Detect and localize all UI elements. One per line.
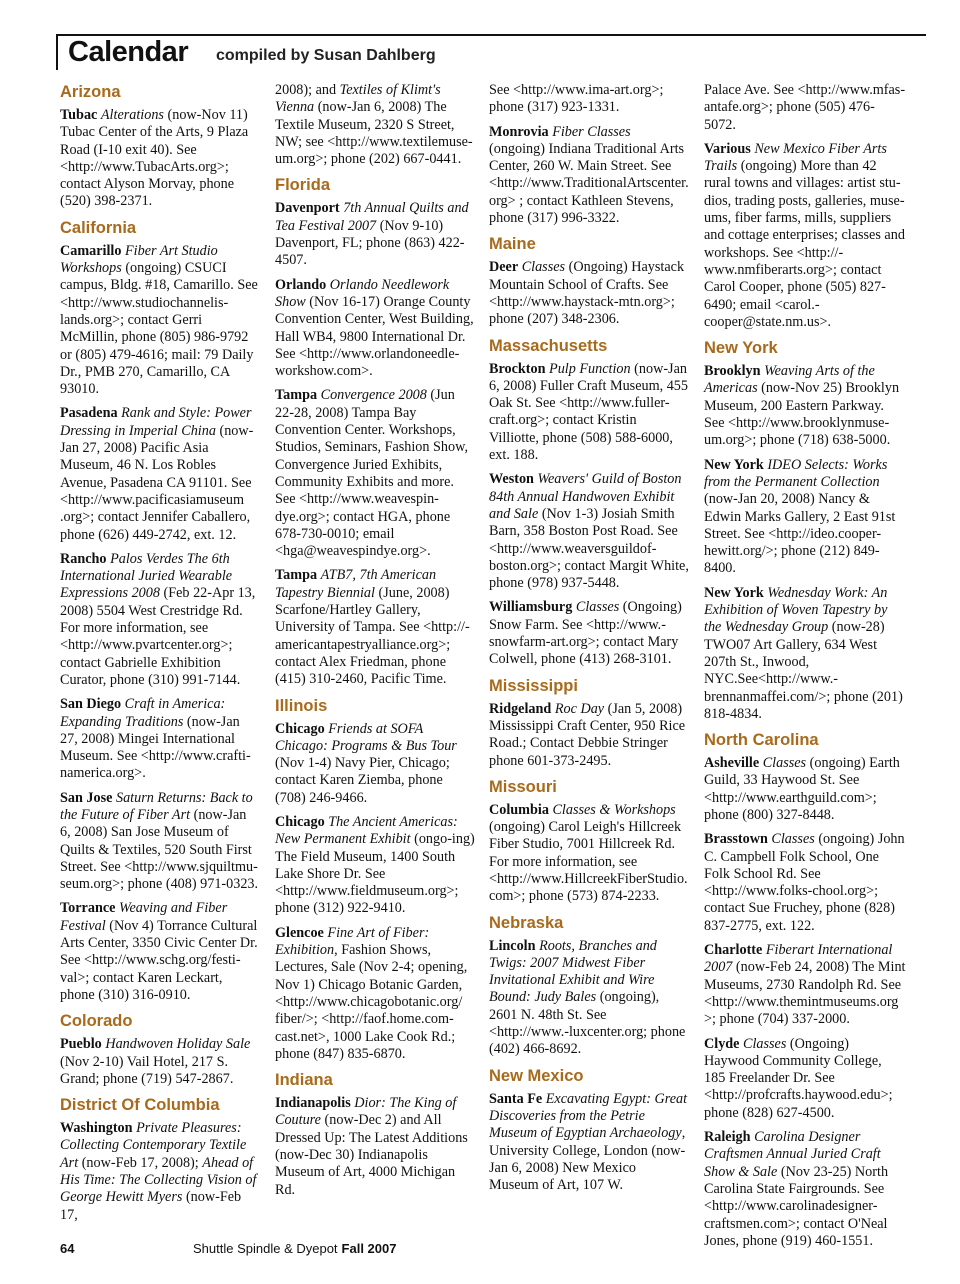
- entry-details: (ongoing) Earth Guild, 33 Haywood St. See <http://www.earthguild.com>; phone (800) 327-8448.: [704, 755, 900, 823]
- entry-event: IDEO Selects: Works from the Permanent Collection: [704, 456, 888, 490]
- entry-city: Rancho: [60, 550, 107, 567]
- page-number: 64: [60, 1241, 75, 1256]
- calendar-entry: [704, 585, 906, 723]
- calendar-entry: [60, 243, 260, 399]
- entry-event: Friends at SOFA Chicago: Programs & Bus Tour: [275, 720, 457, 754]
- issue-label: Fall 2007: [341, 1241, 397, 1256]
- entry-details: (ongoing) CSUCI campus, Bldg. #18, Camarillo. See <http://www.studiochannelis-lands.org>; contact Gerri McMillin, phone (805) 986-9792 or (805) 479-4616; mail: 79 Daily Dr., PMB 270, Camarillo, CA 93010.: [60, 260, 258, 398]
- entry-event: Weaving Arts of the Americas: [704, 363, 875, 397]
- calendar-entry: [489, 471, 689, 592]
- calendar-column-4: [704, 82, 906, 1257]
- entry-details: (now-Jan 27, 2008) Pacific Asia Museum, 46 N. Los Robles Avenue, Pasadena CA 91101. See <http://www.pacificasiamuseum .org>; contact Jennifer Caballero, phone (626) 449-2742, ext. 12.: [60, 422, 254, 543]
- calendar-entry: [704, 1129, 906, 1250]
- entry-details: (now-Dec 2) and All Dressed Up: The Latest Additions (now-Dec 30) Indianapolis Museum of Art, 4000 Michigan Rd.: [275, 1112, 468, 1198]
- entry-event: Weaving and Fiber Festival: [60, 900, 228, 934]
- calendar-entry: [60, 790, 260, 894]
- calendar-entry: [60, 1120, 260, 1224]
- entry-city: Camarillo: [60, 242, 122, 259]
- entry-details: (ongoing) More than 42 rural towns and villages: artist stu-dios, trading posts, galleries, muse-ums, fiber farms, mills, suppliers and cottage enterprises; classes and workshops. See <http://-www.nmfiberarts.org>; contact Carol Cooper, phone (505) 827-6490; email <carol.-cooper@state.nm.us>.: [704, 158, 905, 330]
- state-heading: Indiana: [275, 1071, 333, 1090]
- entry-event: Classes: [743, 1035, 787, 1052]
- entry-details: (Nov 4) Torrance Cultural Arts Center, 3350 Civic Center Dr. See <http://www.schg.org/festi-val>; contact Karen Leckart, phone (310) 316-0910.: [60, 917, 258, 1003]
- calendar-entry: [275, 925, 475, 1063]
- entry-city: Washington: [60, 1120, 133, 1137]
- entry-event: Dior: The King of Couture: [275, 1095, 457, 1129]
- calendar-entry: [704, 831, 906, 935]
- entry-event: Ahead of His Time: The Collecting Vision of George Hewitt Myers: [60, 1154, 257, 1206]
- entry-event: Handwoven Holiday Sale: [105, 1036, 251, 1053]
- entry-details: (Nov 16-17) Orange County Convention Center, West Building, Hall WB4, 9800 International Dr. See <http://www.orlandoneedle-workshow.com>.: [275, 293, 474, 380]
- state-heading: California: [60, 218, 137, 237]
- entry-details: (Jan 5, 2008) Mississippi Craft Center, 950 Rice Road.; Contact Debbie Stringer phone 601-373-2495.: [489, 700, 686, 769]
- entry-city: Chicago: [275, 813, 325, 830]
- calendar-column-1: [60, 82, 260, 1231]
- calendar-entry: [704, 942, 906, 1028]
- entry-details: (ongoing) John C. Campbell Folk School, One Folk School Rd. See <http://www.folks-chool.org>; contact Sue Fruchey, phone (828) 837-2775, ext. 122.: [704, 831, 905, 934]
- calendar-header: [56, 34, 926, 70]
- entry-details: , University College, London (now-Jan 6, 2008) New Mexico Museum of Art, 107 W.: [489, 1125, 686, 1194]
- entry-event: Private Pleasures: Collecting Contemporary Textile Art: [60, 1120, 247, 1171]
- entry-city: Brockton: [489, 360, 546, 377]
- entry-event: Classes: [575, 599, 620, 616]
- entry-city: Asheville: [704, 755, 760, 772]
- entry-details: (Nov 1-4) Navy Pier, Chicago; contact Karen Ziemba, phone (708) 246-9466.: [275, 755, 450, 806]
- entry-details: (now-Jan 27, 2008) Mingei International Museum. See <http://www.crafti-namerica.org>.: [60, 713, 251, 782]
- entry-event: Classes & Workshops: [552, 801, 676, 818]
- state-heading: New York: [704, 339, 778, 358]
- entry-event: Fiber Art Studio Workshops: [60, 242, 218, 277]
- entry-city: Glencoe: [275, 924, 324, 941]
- entry-city: San Jose: [60, 789, 113, 806]
- entry-city: Raleigh: [704, 1129, 751, 1146]
- entry-city: Brasstown: [704, 831, 768, 848]
- entry-details: (ongoing) Indiana Traditional Arts Center, 260 W. Main Street. See <http://www.TraditionalArtscenter. org> ; contact Kathleen Stevens, phone (317) 996-3322.: [489, 140, 689, 227]
- calendar-entry: [60, 900, 260, 1004]
- entry-city: Brooklyn: [704, 363, 761, 380]
- magazine-name: Shuttle Spindle & Dyepot: [193, 1241, 338, 1256]
- entry-event: Pulp Function: [549, 360, 631, 377]
- calendar-column-3: [489, 82, 689, 1201]
- calendar-entry: [489, 701, 689, 770]
- entry-event: New Mexico Fiber Arts Trails: [704, 140, 887, 175]
- entry-event: Classes: [521, 259, 566, 276]
- state-heading: Maine: [489, 235, 536, 254]
- entry-details: (now-Jan 6, 2008) Fuller Craft Museum, 455 Oak St. See <http://www.fuller-craft.org>; contact Kristin Villiotte, phone (508) 588-6000, ext. 188.: [489, 360, 688, 464]
- entry-event: Carolina Designer Craftsmen Annual Juried Craft Show & Sale: [704, 1129, 881, 1180]
- calendar-entry: [60, 696, 260, 782]
- state-heading: Florida: [275, 176, 331, 195]
- calendar-entry: [275, 82, 475, 168]
- entry-details: (Ongoing) Haywood Community College, 185 Freelander Dr. See <http://profcrafts.haywood.edu>; phone (828) 627-4500.: [704, 1035, 893, 1121]
- calendar-entry: [704, 141, 906, 331]
- calendar-entry: [489, 599, 689, 668]
- entry-city: Weston: [489, 471, 534, 488]
- entry-details: (now-28) TWO07 Art Gallery, 634 West 207th St., Inwood, NYC.See<http://www.-brennanmaffei.com/>; phone (201) 818-4834.: [704, 619, 903, 722]
- calendar-entry: [489, 361, 689, 465]
- entry-city: Charlotte: [704, 942, 763, 959]
- entry-event: ATB7, 7th American Tapestry Biennial: [275, 567, 437, 601]
- footer-credit: [193, 1241, 396, 1256]
- entry-event: Rank and Style: Power Dressing in Imperial China: [60, 405, 252, 439]
- entry-event: Roots, Branches and Twigs: 2007 Midwest Fiber Invitational Exhibit and Wire Bound: Judy Bales: [489, 937, 657, 1006]
- entry-details: , Fashion Shows, Lectures, Sale (Nov 2-4; opening, Nov 1) Chicago Botanic Garden, <http://www.chicagobotanic.org/ fiber/>; <http://faof.home.com-cast.net>, 1000 Lake Cook Rd.; phone (847) 835-6870.: [275, 942, 468, 1062]
- state-heading: Massachusetts: [489, 336, 608, 355]
- entry-event: Orlando Needlework Show: [275, 276, 450, 310]
- entry-event: Classes: [771, 831, 815, 848]
- entry-event: Fiber Classes: [552, 123, 631, 140]
- state-heading: North Carolina: [704, 731, 819, 750]
- entry-event: The Ancient Americas: New Permanent Exhibit: [275, 813, 458, 848]
- entry-city: Tampa: [275, 387, 318, 404]
- entry-details: (now-Feb 17,: [60, 1189, 242, 1223]
- page-title: Calendar: [68, 36, 189, 68]
- entry-event: Weavers' Guild of Boston 84th Annual Handwoven Exhibit and Sale: [489, 471, 682, 522]
- entry-event: Textiles of Klimt's Vienna: [275, 82, 441, 116]
- entry-event: Convergence 2008: [320, 387, 427, 404]
- entry-event: Saturn Returns: Back to the Future of Fiber Art: [60, 789, 253, 823]
- calendar-entry: [704, 755, 906, 824]
- entry-event: Fiberart International 2007: [704, 942, 893, 976]
- entry-event: Classes: [762, 755, 807, 772]
- entry-city: Tampa: [275, 567, 318, 584]
- state-heading: Mississippi: [489, 676, 578, 695]
- entry-details: (Jun 22-28, 2008) Tampa Bay Convention Center. Workshops, Studios, Seminars, Fashion Show, Convergence Juried Exhibits, Community Exhibits and more. See <http://www.weavespin-dye.org>; contact HGA, phone 678-730-0010; email <hga@weavespindye.org>.: [275, 387, 468, 560]
- entry-city: Pasadena: [60, 405, 118, 422]
- entry-city: Ridgeland: [489, 700, 552, 717]
- calendar-entry: [704, 457, 906, 578]
- entry-city: Chicago: [275, 720, 325, 737]
- calendar-column-2: [275, 82, 475, 1206]
- entry-event: Craft in America: Expanding Traditions: [60, 696, 226, 730]
- entry-city: Davenport: [275, 200, 340, 217]
- calendar-entry: [489, 259, 689, 328]
- entry-details: (now-Nov 25) Brooklyn Museum, 200 Eastern Parkway. See <http://www.brooklynmuse-um.org>; phone (718) 638-5000.: [704, 380, 900, 449]
- entry-details: (Nov 2-10) Vail Hotel, 217 S. Grand; phone (719) 547-2867.: [60, 1053, 234, 1087]
- entry-city: Various: [704, 140, 751, 157]
- state-heading: Nebraska: [489, 913, 564, 932]
- calendar-entry: [275, 277, 475, 381]
- entry-details: (ongoing), 2601 N. 48th St. See <http://www.-luxcenter.org; phone (402) 466-8692.: [489, 989, 686, 1058]
- entry-details: See <http://www.ima-art.org>; phone (317) 923-1331.: [489, 82, 664, 116]
- entry-city: Deer: [489, 259, 519, 276]
- state-heading: Missouri: [489, 777, 557, 796]
- calendar-entry: [704, 82, 906, 134]
- entry-event: Palos Verdes The 6th International Juried Wearable Expressions 2008: [60, 550, 233, 602]
- entry-details: (Ongoing) Snow Farm. See <http://www.-snowfarm-art.org>; contact Mary Colwell, phone (413) 268-3101.: [489, 599, 682, 668]
- state-heading: Colorado: [60, 1012, 133, 1031]
- entry-details: (June, 2008) Scarfone/Hartley Gallery, University of Tampa. See <http://-americantapestryalliance.org>; contact Alex Friedman, phone (415) 310-2460, Pacific Time.: [275, 584, 470, 688]
- entry-details: (now-Jan 20, 2008) Nancy & Edwin Marks Gallery, 2 East 91st Street. See <http://ideo.cooper-hewitt.org/>; phone (212) 849-8400.: [704, 491, 896, 577]
- calendar-entry: [489, 938, 689, 1059]
- state-heading: Illinois: [275, 696, 328, 715]
- calendar-entry: [60, 405, 260, 543]
- entry-details: (Feb 22-Apr 13, 2008) 5504 West Crestridge Rd. For more information, see <http://www.pvartcenter.org>; contact Gabrielle Exhibition Curator, phone (310) 991-7144.: [60, 585, 256, 688]
- calendar-entry: [275, 200, 475, 269]
- entry-event: Alterations: [100, 107, 164, 123]
- entry-city: New York: [704, 456, 764, 473]
- entry-details: (now-Jan 6, 2008) The Textile Museum, 2320 S Street, NW; see <http://www.textilemuse-um.org>; phone (202) 667-0441.: [275, 99, 473, 168]
- state-heading: Arizona: [60, 83, 121, 101]
- entry-city: Clyde: [704, 1035, 740, 1052]
- entry-event: Roc Day: [554, 700, 605, 717]
- entry-city: Tubac: [60, 107, 98, 123]
- entry-city: New York: [704, 584, 764, 601]
- calendar-entry: [704, 1036, 906, 1122]
- page-subtitle: compiled by Susan Dahlberg: [216, 47, 436, 64]
- calendar-entry: [489, 802, 689, 906]
- entry-details: (now-Jan 6, 2008) San Jose Museum of Quilts & Textiles, 520 South First Street. See <http://www.sjquiltmu-seum.org>; phone (408) 971-0323.: [60, 806, 259, 893]
- entry-event: Wednesday Work: An Exhibition of Woven Tapestry by the Wednesday Group: [704, 584, 888, 636]
- entry-city: Torrance: [60, 900, 116, 917]
- state-heading: District Of Columbia: [60, 1096, 220, 1115]
- entry-city: Orlando: [275, 276, 327, 293]
- entry-city: Indianapolis: [275, 1095, 351, 1112]
- entry-details: Palace Ave. See <http://www.mfas-antafe.org>; phone (505) 476-5072.: [704, 82, 906, 133]
- entry-city: Pueblo: [60, 1036, 102, 1053]
- calendar-entry: [275, 567, 475, 688]
- entry-city: Lincoln: [489, 937, 536, 954]
- entry-details: 2008); and: [275, 82, 340, 98]
- state-heading: New Mexico: [489, 1066, 584, 1085]
- calendar-entry: [704, 363, 906, 449]
- entry-details: (Nov 9-10) Davenport, FL; phone (863) 422-4507.: [275, 217, 465, 269]
- entry-details: (ongoing) Carol Leigh's Hillcreek Fiber Studio, 7001 Hillcreek Rd. For more information, see <http://www.HillcreekFiberStudio. com>; phone (573) 874-2233.: [489, 819, 688, 905]
- entry-city: Monrovia: [489, 123, 549, 140]
- calendar-entry: [275, 814, 475, 918]
- entry-city: Williamsburg: [489, 599, 573, 616]
- entry-city: San Diego: [60, 696, 122, 713]
- entry-details: (now-Nov 11) Tubac Center of the Arts, 9 Plaza Road (I-10 exit 40). See <http://www.TubacArts.org>; contact Alyson Morvay, phone (520) 398-2371.: [60, 107, 249, 210]
- calendar-entry: [489, 1091, 689, 1195]
- entry-details: (ongo-ing) The Field Museum, 1400 South Lake Shore Dr. See <http://www.fieldmuseum.org>; phone (312) 922-9410.: [275, 831, 475, 917]
- calendar-entry: [489, 82, 689, 117]
- calendar-entry: [489, 124, 689, 228]
- entry-city: Santa Fe: [489, 1090, 543, 1107]
- entry-event: Excavating Egypt: Great Discoveries from the Petrie Museum of Egyptian Archaeology: [489, 1090, 688, 1142]
- entry-details: (Ongoing) Haystack Mountain School of Crafts. See <http://www.haystack-mtn.org>; phone (207) 348-2306.: [489, 259, 685, 328]
- entry-event: Fine Art of Fiber: Exhibition: [275, 924, 430, 959]
- entry-city: Columbia: [489, 801, 549, 818]
- calendar-entry: [275, 1095, 475, 1199]
- entry-details: (now-Feb 24, 2008) The Mint Museums, 2730 Randolph Rd. See <http://www.themintmuseums.org >; phone (704) 337-2000.: [704, 959, 906, 1028]
- entry-details: (Nov 23-25) North Carolina State Fairgrounds. See <http://www.carolinadesigner-craftsmen.com>; contact O'Neal Jones, phone (919) 460-1551.: [704, 1163, 889, 1249]
- entry-details: (now-Feb 17, 2008);: [78, 1154, 203, 1171]
- calendar-entry: [275, 721, 475, 807]
- calendar-entry: [60, 107, 260, 211]
- entry-details: (Nov 1-3) Josiah Smith Barn, 358 Boston Post Road. See <http://www.weaversguildof-boston.org>; contact Margit White, phone (978) 937-5448.: [489, 505, 689, 592]
- calendar-entry: [60, 551, 260, 689]
- calendar-entry: [60, 1036, 260, 1088]
- entry-event: 7th Annual Quilts and Tea Festival 2007: [275, 200, 469, 234]
- calendar-entry: [275, 387, 475, 560]
